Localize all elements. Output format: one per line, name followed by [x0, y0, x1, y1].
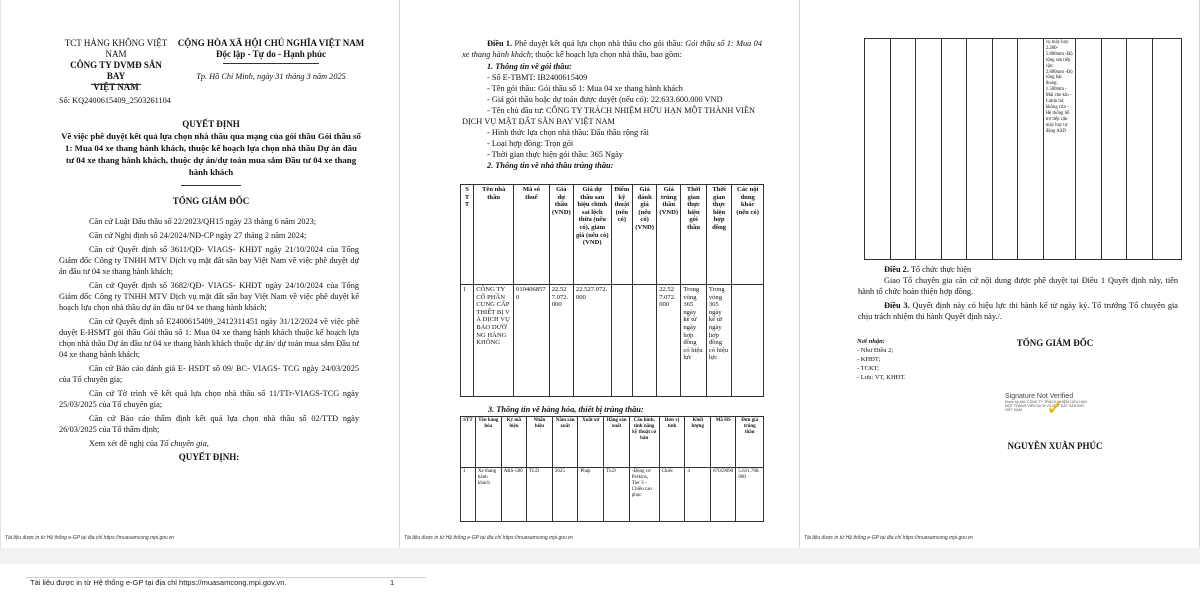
table-cell: 87059090 [711, 468, 736, 522]
column-header: Nhãn hiệu [527, 417, 553, 468]
signature-check-icon: ✓ [1046, 396, 1065, 421]
legal-basis-paragraph: Căn cứ Nghị định số 24/2024/NĐ-CP ngày 27 tháng 2 năm 2024; [89, 231, 307, 240]
table-cell: Pháp [578, 468, 604, 522]
table-cell [1101, 39, 1127, 260]
document-page-2 [400, 0, 800, 548]
table-cell: Trong vòng 365 ngày kể từ ngày hợp đồng có hiệu lực [706, 285, 732, 397]
table-cell [611, 285, 632, 397]
page-footer-note: Tài liệu được in từ Hệ thống e-GP tại địa chỉ https://muasamcong.mpi.gov.vn [404, 535, 573, 541]
recipients-heading: Nơi nhận: [857, 338, 885, 345]
document-number: Số: KQ2400615409_2503261104 [59, 96, 171, 105]
legal-basis-paragraph: Căn cứ Quyết định số 3682/QĐ- VIAGS- KHĐT ngày 24/10/2024 của Tổng Giám đốc Công ty TNHH MTV Dịch vụ mặt đất sân bay Việt Nam về việc phê duyệt kế hoạch lựa chọn nhà thầu dự án đầu tư 04 xe thang hành khách; [59, 281, 359, 312]
org-line: VIỆT NAM [93, 82, 139, 92]
nation-heading [176, 38, 366, 60]
legal-basis-paragraph: Căn cứ Báo cáo đánh giá E- HSDT số 09/ BC- VIAGS- TCG ngày 24/03/2025 của Tổ chuyên gia; [59, 364, 359, 384]
package-info-item: - Giá gói thầu hoặc dự toán được duyệt (nếu có): 22.633.600.000 VND [487, 95, 723, 104]
column-header: S T T [461, 185, 474, 285]
org-line: CÔNG TY DVMĐ SÂN BAY [70, 60, 162, 81]
package-info-item: - Tên chủ đầu tư: CÔNG TY TRÁCH NHIỆM HỮU HẠN MỘT THÀNH VIÊN DỊCH VỤ MẶT ĐẤT SÂN BAY VIỆT NAM [462, 106, 756, 126]
place-date: Tp. Hồ Chí Minh, ngày 31 tháng 3 năm 2025 [196, 72, 346, 81]
column-header: Cấu hình, tính năng kỹ thuật cơ bản [629, 417, 659, 468]
table-cell: 2025 [552, 468, 578, 522]
column-header: Giá trúng thầu (VND) [657, 185, 681, 285]
motto-underline [223, 63, 319, 64]
table-header-row [461, 417, 764, 468]
proposal-paragraph [59, 438, 359, 449]
package-info-item: - Loại hợp đồng: Trọn gói [487, 139, 574, 148]
section-heading: 1. Thông tin về gói thầu: [487, 62, 572, 71]
column-header: Ký mã hiệu [501, 417, 526, 468]
motto: Độc lập - Tự do - Hạnh phúc [215, 49, 326, 59]
table-row [461, 285, 764, 397]
goods-table-continued [864, 38, 1182, 260]
proposal-party: Tổ chuyên gia, [159, 439, 209, 448]
recipient-item: - TCKT; [857, 365, 880, 372]
legal-basis-paragraph: Căn cứ Quyết định số E2400615409_2412311451 ngày 31/12/2024 về việc phê duyệt E-HSMT gói thầu Gói thầu số 1: Mua 04 xe thang hành khách thuộc kế hoạch lựa chọn nhà thầu Dự án đầu tư 04 xe thang hành khách thuộc dự án/ dự toán mua sắm Đầu tư 04 xe thang hành khách; [59, 317, 359, 359]
recipient-item: - KHĐT; [857, 356, 881, 363]
article-2-body: Giao Tổ chuyên gia căn cứ nội dung được phê duyệt tại Điều 1 Quyết định này, tiến hành tổ chức hoàn thiện hợp đồng. [858, 276, 1178, 296]
column-header: Thời gian thực hiện gói thầu [681, 185, 707, 285]
article-1-label: Điều 1. [487, 39, 513, 48]
document-title: QUYẾT ĐỊNH [182, 119, 240, 129]
table-cell [1127, 39, 1153, 260]
goods-table [460, 416, 764, 522]
decision-heading: QUYẾT ĐỊNH: [178, 452, 240, 462]
table-cell: vụ máy bay: 2.200-5.800mm -Độ rộng sàn tiếp cận: 2.800mm -Độ rộng bậc thang: 1.500mm -Mái che kín -Cabin hở, không cửa -Hệ thống hỗ trợ tiếp cận máy bay tự động ASD [1043, 39, 1075, 260]
document-page-1 [0, 0, 400, 548]
table-row [865, 39, 1182, 260]
package-info-item: - Tên gói thầu: Gói thầu số 1: Mua 04 xe thang hành khách [487, 84, 683, 93]
package-info-item: - Số E-TBMT: IB2400615409 [487, 73, 588, 82]
table-cell [1152, 39, 1181, 260]
article-2-label: Điều 2. [884, 265, 909, 274]
table-cell: CÔNG TY CỔ PHẦN CUNG CẤP THIẾT BỊ VÀ DỊCH VỤ BẢO DƯỠNG HÀNG KHÔNG [474, 285, 514, 397]
article-1-package: Gói thầu số 1: Mua 04 xe thang hành khách [462, 39, 762, 59]
table-cell [967, 39, 993, 260]
column-header: Hãng sản xuất [604, 417, 630, 468]
table-cell [865, 39, 891, 260]
column-header: Các nội dung khác (nếu có) [732, 185, 764, 285]
table-cell: 5.631.768.000 [736, 468, 764, 522]
table-cell [1076, 39, 1102, 260]
column-header: Điểm kỹ thuật (nếu có) [611, 185, 632, 285]
table-cell: -Động cơ Perkins, Tier 3 -Chiều cao phục [629, 468, 659, 522]
table-cell [633, 285, 657, 397]
legal-basis-paragraph: Căn cứ Quyết định số 3611/QĐ- VIAGS- KHĐT ngày 21/10/2024 của Tổng Giám đốc Công ty TNHH MTV Dịch vụ mặt đất sân bay Việt Nam về việc phê duyệt dự án đầu tư 04 xe thang hành khách; [59, 245, 359, 276]
table-cell: TLD [604, 468, 630, 522]
section-heading: 2. Thông tin về nhà thầu trúng thầu: [487, 161, 614, 170]
package-info-section [462, 61, 762, 171]
table-cell [890, 39, 916, 260]
column-header: Thời gian thực hiện hợp đồng [706, 185, 732, 285]
table-cell [992, 39, 1018, 260]
table-cell: 22.527.072.000 [573, 285, 611, 397]
column-header: Tên nhà thầu [474, 185, 514, 285]
article-1-text: Phê duyệt kết quả lựa chọn nhà thầu cho gói thầu: [514, 39, 683, 48]
column-header: Năm sản xuất [552, 417, 578, 468]
legal-basis-paragraph: Căn cứ Luật Đấu thầu số 22/2023/QH15 ngày 23 tháng 6 năm 2023; [89, 217, 317, 226]
table-row [461, 468, 764, 522]
signature-status: Signature Not Verified [1005, 393, 1074, 400]
column-header: Giá dự thầu sau hiệu chỉnh sai lệch thừa (nếu có), giảm giá (nếu có) (VND) [573, 185, 611, 285]
bottom-footer-text: Tài liệu được in từ Hệ thống e-GP tại địa chỉ https://muasamcong.mpi.gov.vn. [30, 578, 287, 587]
recipient-item: - Lưu: VT, KHĐT. [857, 374, 906, 381]
article-3-label: Điều 3. [884, 301, 910, 310]
viewer-gap [0, 548, 1200, 564]
package-info-item: - Hình thức lựa chọn nhà thầu: Đấu thầu rộng rãi [487, 128, 649, 137]
proposal-text: Xem xét đề nghị của [89, 439, 160, 448]
authority-heading: TỔNG GIÁM ĐỐC [172, 196, 250, 206]
column-header: Khối lượng [685, 417, 711, 468]
recipient-item: - Như Điều 2; [857, 347, 894, 354]
document-page-3 [800, 0, 1200, 548]
table-cell: 22.527.072.000 [549, 285, 573, 397]
table-cell: ABS-580 [501, 468, 526, 522]
page-footer-note: Tài liệu được in từ Hệ thống e-GP tại địa chỉ https://muasamcong.mpi.gov.vn [804, 535, 973, 541]
table-cell [732, 285, 764, 397]
article-1 [462, 38, 762, 60]
nation-line: CỘNG HÒA XÃ HỘI CHỦ NGHĨA VIỆT NAM [177, 38, 365, 48]
winning-bidder-table [460, 184, 764, 397]
recipients-block [857, 337, 977, 382]
signer-title: TỔNG GIÁM ĐỐC [1016, 338, 1094, 348]
column-header: Tên hàng hóa [475, 417, 501, 468]
table-cell: 1 [461, 468, 476, 522]
column-header: Giá dự thầu (VND) [549, 185, 573, 285]
table-cell: Chiếc [659, 468, 685, 522]
document-subject: Về việc phê duyệt kết quả lựa chọn nhà thầu qua mạng của gói thầu Gói thầu số 1: Mua 04 xe thang hành khách, thuộc kế hoạch lựa chọn nhà thầu Dự án đầu tư 04 xe thang hành khách, thuộc dự án/dự toán mua sắm Đầu tư 04 xe thang hành khách [61, 131, 361, 177]
signature-detail: Được ký bởi: CÔNG TY TRÁCH NHIỆM HỮU HẠN MỘT THÀNH VIÊN DỊCH VỤ MẶT ĐẤT SÂN BAY VIỆT NAM [1005, 400, 1087, 413]
table-cell: TLD [527, 468, 553, 522]
subject-underline [181, 185, 241, 186]
package-info-item: - Thời gian thực hiện gói thầu: 365 Ngày [487, 150, 623, 159]
page-number: 1 [390, 578, 395, 587]
table-cell: Trong vòng 365 ngày kể từ ngày hợp đồng có hiệu lực [681, 285, 707, 397]
section-heading: 3. Thông tin về hàng hóa, thiết bị trúng thầu: [488, 405, 644, 414]
column-header: Mã số thuế [514, 185, 550, 285]
column-header: Xuất xứ [578, 417, 604, 468]
article-2-title: Tổ chức thực hiện [910, 265, 972, 274]
table-cell [941, 39, 967, 260]
org-line: TCT HÀNG KHÔNG VIỆT [64, 38, 168, 48]
column-header: Mã HS [711, 417, 736, 468]
column-header: Giá đánh giá (nếu có) (VND) [633, 185, 657, 285]
table-cell: 0104068570 [514, 285, 550, 397]
table-cell [1018, 39, 1044, 260]
table-header-row [461, 185, 764, 285]
table-cell: 22.527.072.000 [657, 285, 681, 397]
article-2 [858, 264, 1178, 322]
article-1-rest: ; thuộc kế hoạch lựa chọn nhà thầu, bao gồm: [530, 50, 682, 59]
table-cell [916, 39, 942, 260]
legal-basis-paragraph: Căn cứ Báo cáo thẩm định kết quả lựa chọn nhà thầu số 02/TTĐ ngày 26/03/2025 của Tổ thẩm định; [59, 414, 359, 434]
column-header: Đơn giá trúng thầu [736, 417, 764, 468]
legal-basis-paragraph: Căn cứ Tờ trình về kết quả lựa chọn nhà thầu số 11/TTr-VIAGS-TCG ngày 25/03/2025 của Tổ chuyên gia; [59, 389, 359, 409]
legal-basis-section [59, 216, 359, 463]
table-cell: 1 [461, 285, 474, 397]
page-footer-note: Tài liệu được in từ Hệ thống e-GP tại địa chỉ https://muasamcong.mpi.gov.vn [5, 535, 174, 541]
signer-name: NGUYỄN XUÂN PHÚC [1007, 441, 1103, 451]
table-cell: Xe thang hành khách [475, 468, 501, 522]
table-cell: 4 [685, 468, 711, 522]
org-underline [91, 84, 141, 85]
column-header: STT [461, 417, 476, 468]
article-3-body: Quyết định này có hiệu lực thi hành kể từ ngày ký. Tổ trưởng Tổ chuyên gia chịu trách nhiệm thi hành Quyết định này./. [858, 301, 1178, 321]
org-line: NAM [105, 49, 127, 59]
column-header: Đơn vị tính [659, 417, 685, 468]
